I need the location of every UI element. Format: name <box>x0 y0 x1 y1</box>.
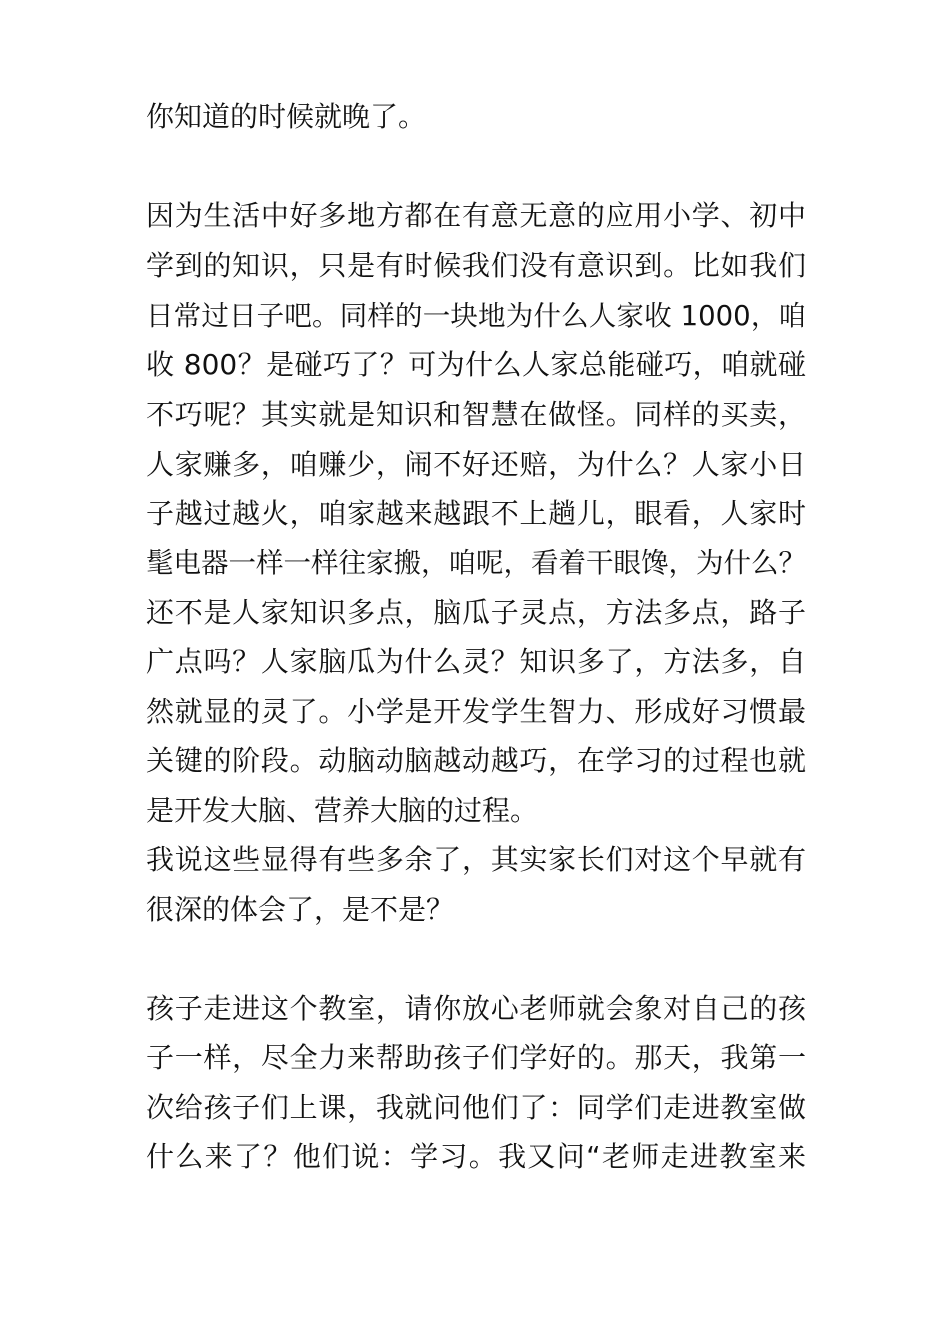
text-line: 很深的体会了，是不是？ <box>146 893 455 926</box>
text-line: 因为生活中好多地方都在有意无意的应用小学、初中 <box>146 199 806 232</box>
text-line: 收 800？是碰巧了？可为什么人家总能碰巧，咱就碰 <box>146 348 806 381</box>
text-line: 孩子走进这个教室，请你放心老师就会象对自己的孩 <box>146 992 806 1025</box>
text-line: 然就显的灵了。小学是开发学生智力、形成好习惯最 <box>146 695 806 728</box>
text-line: 人家赚多，咱赚少，闹不好还赔，为什么？人家小日 <box>146 448 806 481</box>
text-line: 是开发大脑、营养大脑的过程。 <box>146 794 539 827</box>
text-line: 不巧呢？其实就是知识和智慧在做怪。同样的买卖， <box>146 398 806 431</box>
text-line: 学到的知识，只是有时候我们没有意识到。比如我们 <box>146 249 806 282</box>
text-line: 你知道的时候就晚了。 <box>146 100 427 133</box>
text-line: 子一样，尽全力来帮助孩子们学好的。那天，我第一 <box>146 1041 806 1074</box>
text-line: 什么来了？他们说：学习。我又问“老师走进教室来 <box>146 1140 806 1173</box>
text-line: 我说这些显得有些多余了，其实家长们对这个早就有 <box>146 843 806 876</box>
text-line: 日常过日子吧。同样的一块地为什么人家收 1000，咱 <box>146 300 806 332</box>
text-line: 次给孩子们上课，我就问他们了：同学们走进教室做 <box>146 1091 806 1124</box>
text-line: 关键的阶段。动脑动脑越动越巧，在学习的过程也就 <box>146 744 806 777</box>
text-line: 广点吗？人家脑瓜为什么灵？知识多了，方法多，自 <box>146 645 806 678</box>
text-line: 髦电器一样一样往家搬，咱呢，看着干眼馋，为什么？ <box>146 547 806 579</box>
text-line: 还不是人家知识多点，脑瓜子灵点，方法多点，路子 <box>146 596 806 629</box>
text-line: 子越过越火，咱家越来越跟不上趟儿，眼看，人家时 <box>146 497 806 530</box>
